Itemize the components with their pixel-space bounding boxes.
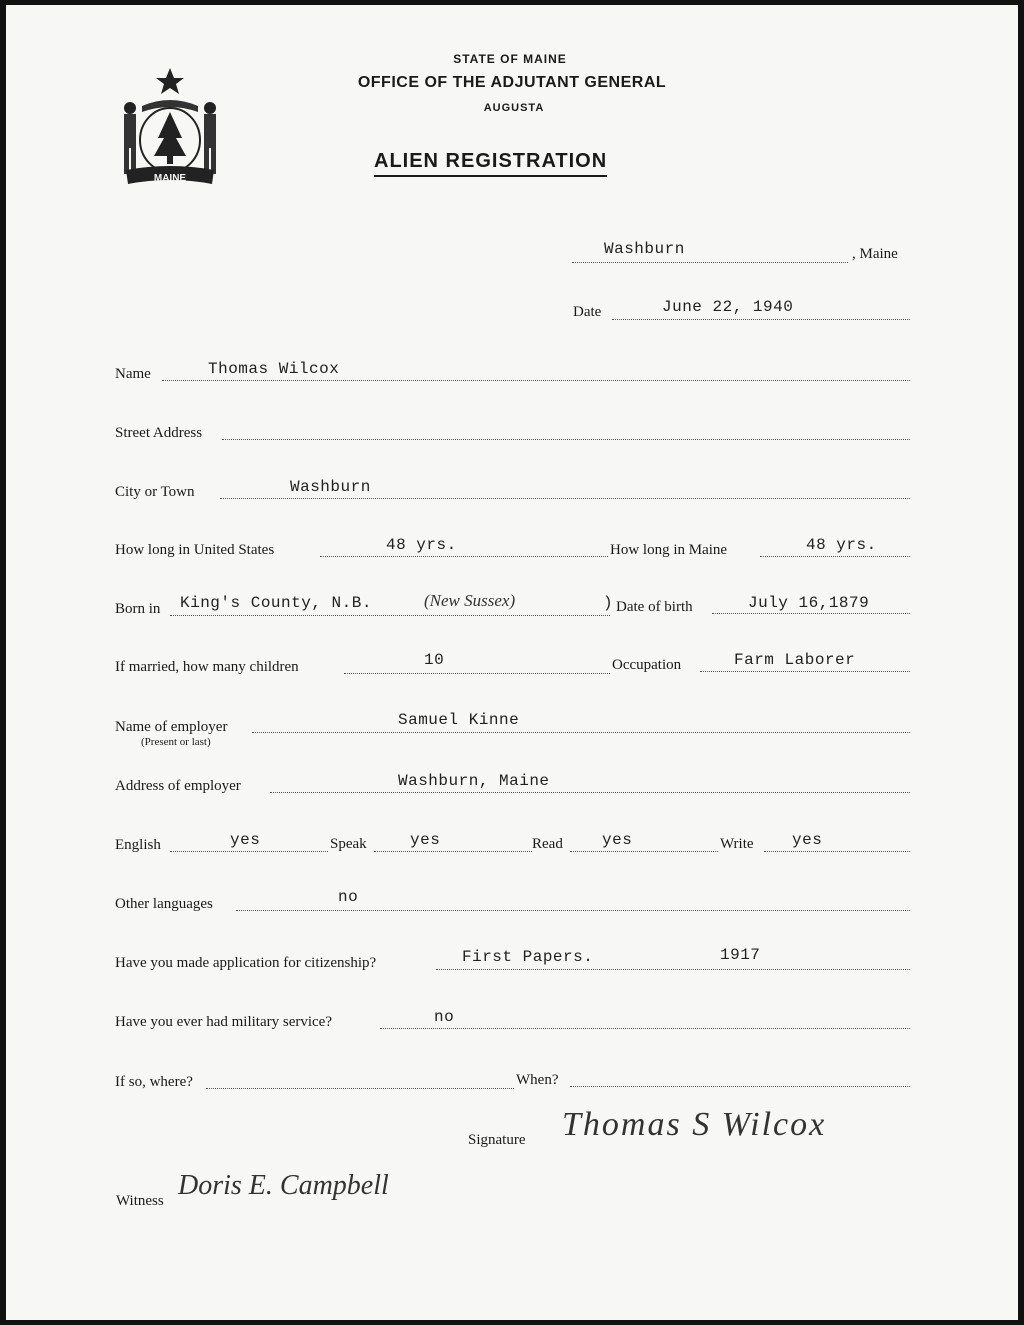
born-in-value: King's County, N.B.	[180, 594, 372, 612]
scan-border-left	[0, 0, 6, 1325]
occupation-line	[700, 671, 910, 672]
date-label: Date	[573, 304, 602, 320]
children-label: If married, how many children	[115, 659, 299, 675]
date-line	[612, 319, 910, 320]
date-of-birth-label: Date of birth	[616, 599, 693, 615]
english-value: yes	[230, 831, 261, 849]
header-city: AUGUSTA	[483, 102, 545, 114]
speak-label: Speak	[330, 836, 367, 852]
employer-value: Samuel Kinne	[398, 711, 520, 729]
other-languages-label: Other languages	[115, 896, 213, 912]
military-line	[380, 1028, 910, 1029]
citizenship-label: Have you made application for citizenship?	[115, 955, 377, 971]
other-languages-line	[236, 910, 910, 911]
seal-banner-text: MAINE	[153, 173, 187, 184]
name-line	[162, 380, 910, 381]
header-state: STATE OF MAINE	[453, 52, 567, 66]
location-suffix: , Maine	[852, 246, 898, 262]
date-value: June 22, 1940	[662, 298, 794, 316]
citizenship-year: 1917	[720, 946, 761, 964]
scan-border-right	[1018, 0, 1024, 1325]
scan-border-top	[0, 0, 1024, 5]
how-long-maine-label: How long in Maine	[610, 542, 728, 558]
how-long-us-line	[320, 556, 608, 557]
employer-label: Name of employer	[115, 719, 228, 735]
city-label: City or Town	[115, 484, 195, 500]
born-in-label: Born in	[115, 601, 161, 617]
witness-value: Doris E. Campbell	[178, 1170, 389, 1201]
how-long-maine-value: 48 yrs.	[806, 536, 877, 554]
how-long-us-label: How long in United States	[115, 542, 275, 558]
employer-note: (Present or last)	[141, 736, 211, 748]
write-label: Write	[720, 836, 754, 852]
how-long-maine-line	[760, 556, 910, 557]
military-value: no	[434, 1008, 455, 1026]
born-in-close: )	[603, 594, 614, 612]
employer-address-line	[270, 792, 910, 793]
employer-address-label: Address of employer	[115, 778, 241, 794]
name-label: Name	[115, 366, 151, 382]
speak-value: yes	[410, 831, 441, 849]
date-of-birth-line	[712, 613, 910, 614]
how-long-us-value: 48 yrs.	[386, 536, 457, 554]
occupation-value: Farm Laborer	[734, 651, 856, 669]
born-in-line	[170, 615, 610, 616]
citizenship-value: First Papers.	[462, 948, 594, 966]
children-value: 10	[424, 651, 445, 669]
military-label: Have you ever had military service?	[115, 1014, 332, 1030]
english-label: English	[115, 837, 161, 853]
employer-line	[252, 732, 910, 733]
speak-line	[374, 851, 532, 852]
children-line	[344, 673, 610, 674]
date-of-birth-value: July 16,1879	[748, 594, 870, 612]
city-value: Washburn	[290, 478, 371, 496]
city-line	[220, 498, 910, 499]
other-languages-value: no	[338, 888, 359, 906]
write-line	[764, 851, 910, 852]
read-value: yes	[602, 831, 633, 849]
signature-value: Thomas S Wilcox	[562, 1106, 827, 1143]
born-in-handwritten: (New Sussex)	[424, 591, 516, 610]
write-value: yes	[792, 831, 823, 849]
scan-border-bottom	[0, 1320, 1024, 1325]
street-label: Street Address	[115, 425, 203, 441]
signature-label: Signature	[468, 1132, 526, 1148]
form-title: ALIEN REGISTRATION	[374, 150, 607, 177]
where-line	[206, 1088, 514, 1089]
english-line	[170, 851, 328, 852]
employer-address-value: Washburn, Maine	[398, 772, 550, 790]
location-value: Washburn	[604, 240, 685, 258]
occupation-label: Occupation	[612, 657, 682, 673]
header-office: OFFICE OF THE ADJUTANT GENERAL	[357, 74, 667, 91]
street-line	[222, 439, 910, 440]
location-line	[572, 262, 848, 263]
where-label: If so, where?	[115, 1074, 193, 1090]
when-line	[570, 1086, 910, 1087]
witness-label: Witness	[116, 1193, 164, 1209]
read-label: Read	[532, 836, 563, 852]
citizenship-line	[436, 969, 910, 970]
when-label: When?	[516, 1072, 559, 1088]
read-line	[570, 851, 718, 852]
name-value: Thomas Wilcox	[208, 360, 340, 378]
